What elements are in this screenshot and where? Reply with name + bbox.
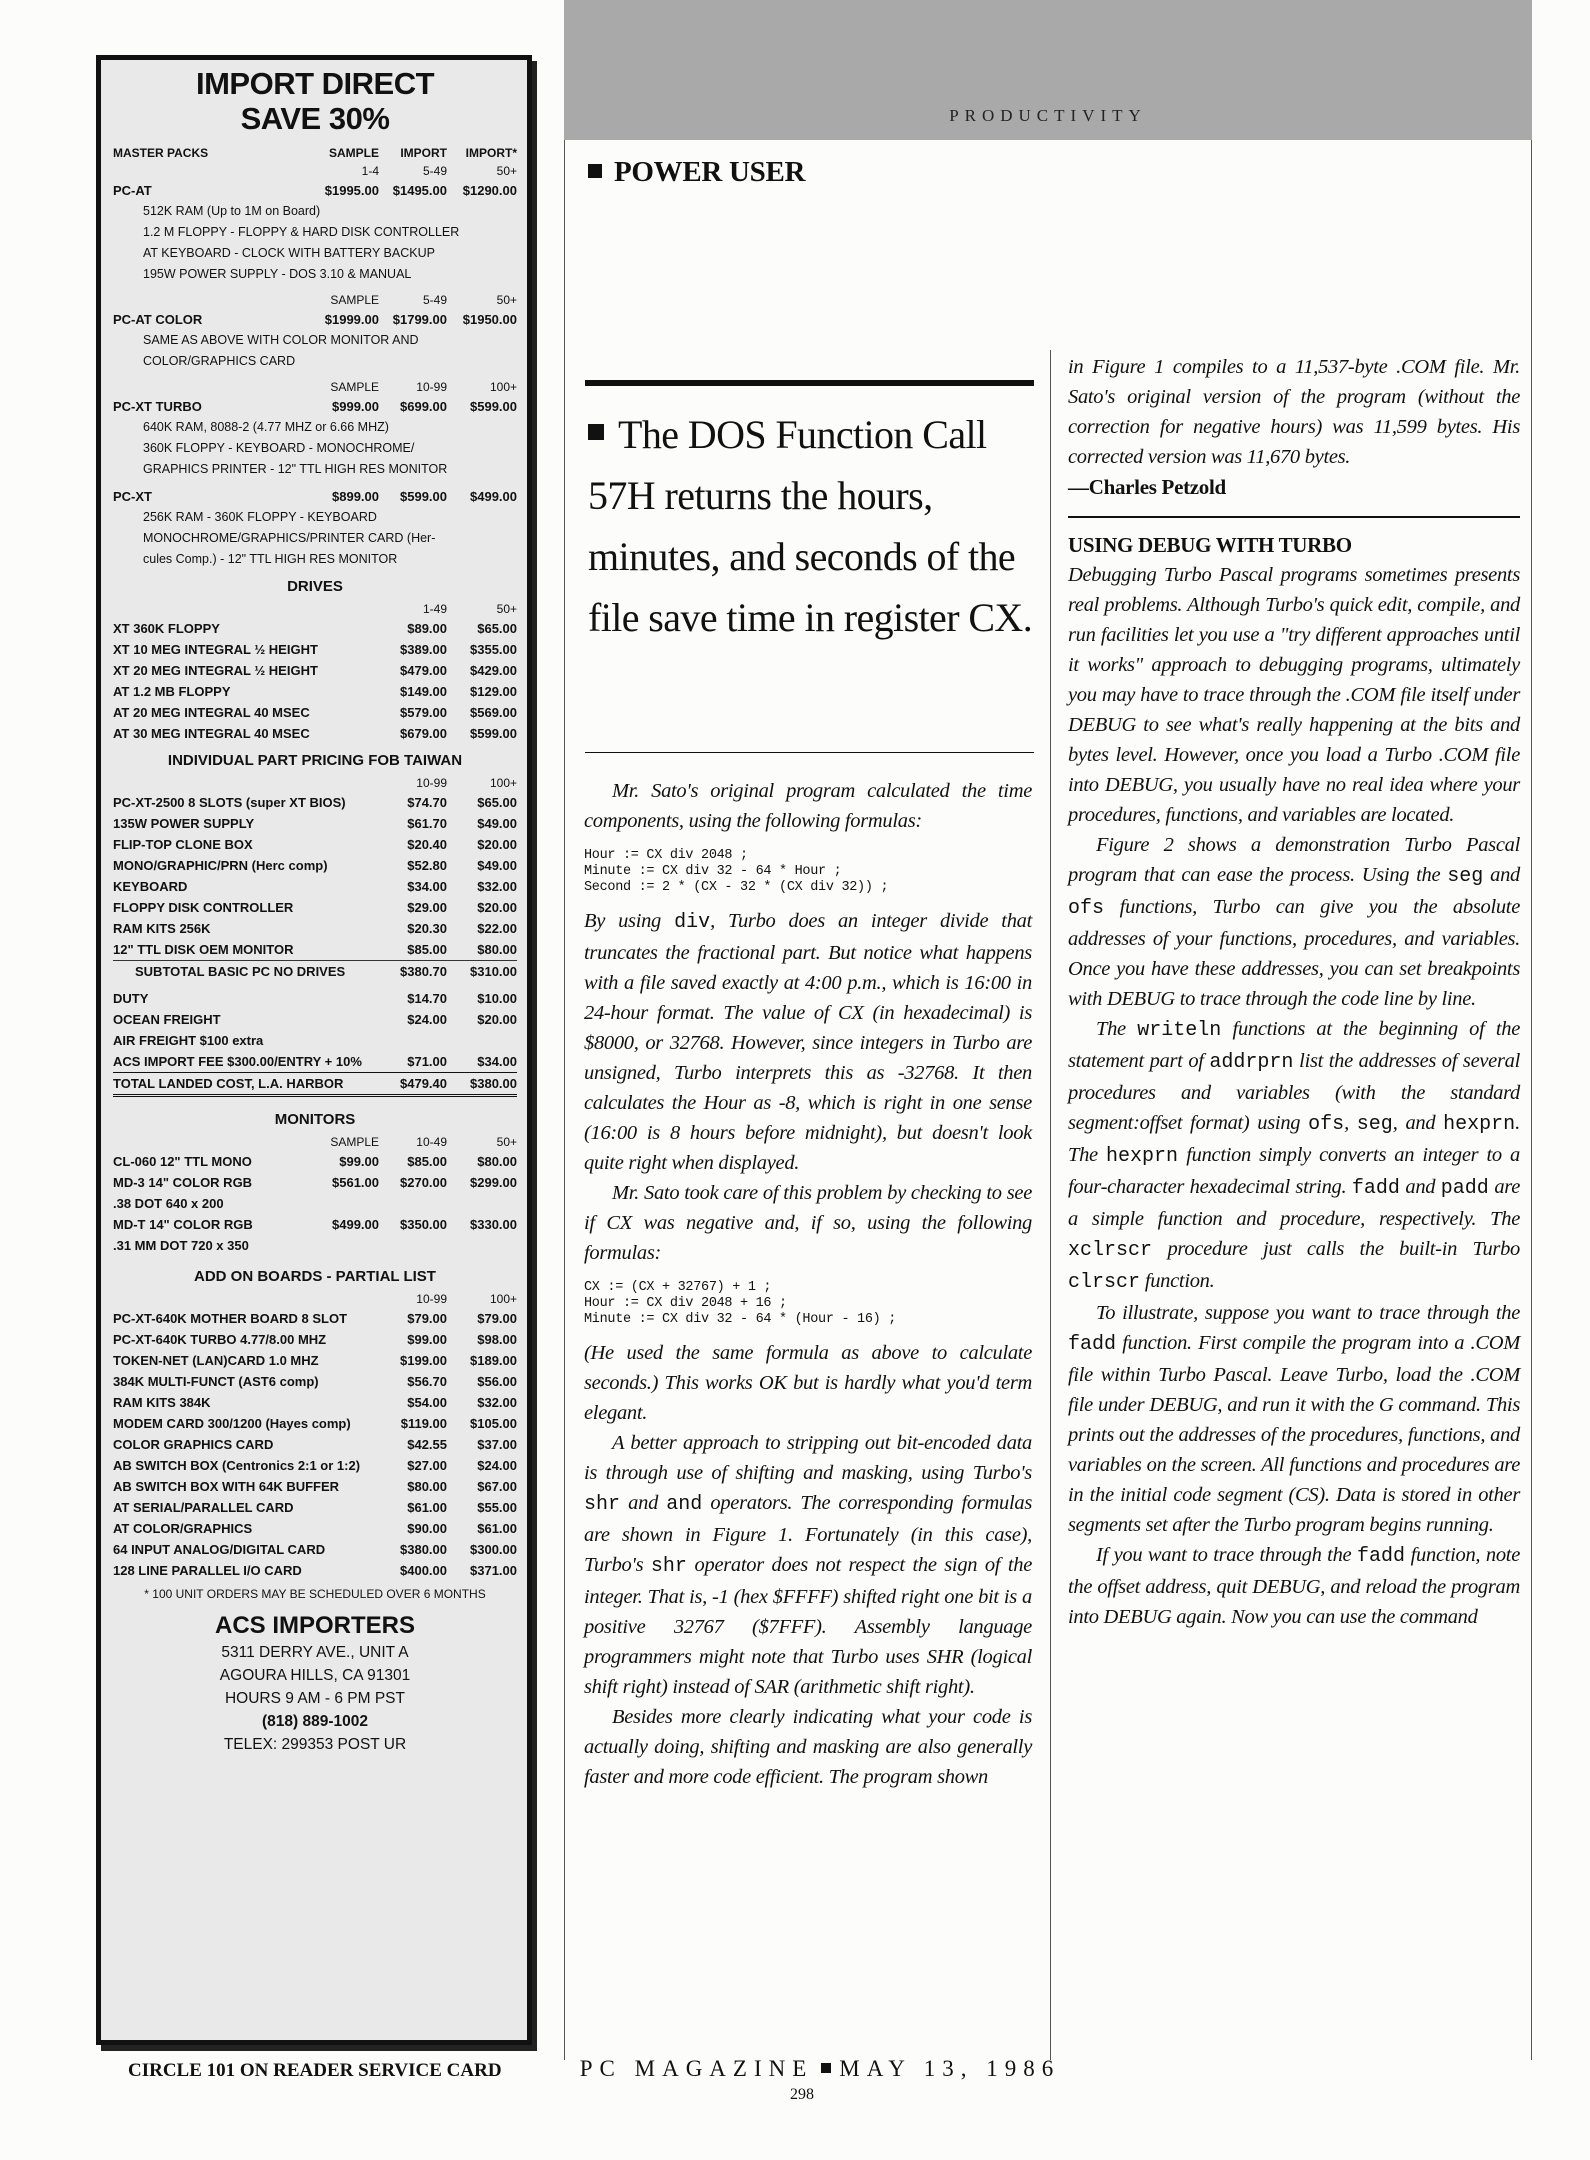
price: $1995.00 xyxy=(324,183,379,198)
price: $429.00 xyxy=(470,663,517,678)
price: $999.00 xyxy=(332,399,379,414)
paragraph: The writeln functions at the beginning of the statement part of addrprn list the addresses of several procedures and variables (with the standard segment:offset format) using ofs, seg, and hexprn. The hexprn function simply converts an integer to a four-character hexadecimal string. fadd and padd are a simple function and procedure, respectively. The xclrscr procedure just calls the built-in Turbo clrscr function. xyxy=(1068,1018,1520,1294)
qty-label: SAMPLE xyxy=(330,1135,379,1149)
system-name: PC-AT xyxy=(113,183,152,198)
company-info xyxy=(113,1611,517,1756)
price xyxy=(379,1193,447,1214)
company-phone: (818) 889-1002 xyxy=(262,1713,368,1730)
item-name: CL-060 12" TTL MONO xyxy=(113,1154,252,1169)
price: $65.00 xyxy=(477,795,517,810)
price-row xyxy=(113,1193,517,1214)
price: $380.00 xyxy=(470,1076,517,1091)
header-c3: IMPORT* xyxy=(465,146,517,160)
code-listing-2: CX := (CX + 32767) + 1 ; Hour := CX div 2048 + 16 ; Minute := CX div 32 - 64 * (Hour - 16) ; xyxy=(584,1280,897,1327)
item-name: PC-XT-2500 8 SLOTS (super XT BIOS) xyxy=(113,795,346,810)
qty-label: 100+ xyxy=(489,380,517,394)
import-direct-advertisement xyxy=(96,55,532,2045)
article-column-2 xyxy=(1068,352,1520,1632)
price-row xyxy=(113,1051,517,1072)
price-row xyxy=(113,988,517,1009)
price: $119.00 xyxy=(400,1416,447,1431)
item-name: PC-XT-640K MOTHER BOARD 8 SLOT xyxy=(113,1311,348,1326)
price: $355.00 xyxy=(470,642,517,657)
item-name: MD-T 14" COLOR RGB xyxy=(113,1217,253,1232)
price: $679.00 xyxy=(400,726,447,741)
item-name: .31 MM DOT 720 x 350 xyxy=(113,1238,249,1253)
qty-label: 10-99 xyxy=(416,776,447,790)
price-row xyxy=(113,792,517,813)
system-desc: COLOR/GRAPHICS CARD xyxy=(143,354,296,368)
price: $34.00 xyxy=(477,1054,517,1069)
price: $74.70 xyxy=(407,795,447,810)
subtotal-row xyxy=(113,960,517,982)
paragraph: By using div, Turbo does an integer divide that truncates the fractional part. But notice what happens with a file saved exactly at 4:00 p.m., which is 16:00 in 24-hour format. The value of CX (in hexadecimal) is $8000, or 32768. However, since integers in Turbo are unsigned, Turbo interprets this as -32768. It then calculates the Hour as -8, which is right in one sense (16:00 is 8 hours before midnight), but doesn't look quite right when displayed. xyxy=(584,910,1032,1174)
price: $52.80 xyxy=(407,858,447,873)
price-row xyxy=(113,1392,517,1413)
system-row xyxy=(113,180,517,201)
price: $20.40 xyxy=(407,837,447,852)
price-row xyxy=(113,1560,517,1581)
price: $56.00 xyxy=(477,1374,517,1389)
item-name: XT 360K FLOPPY xyxy=(113,621,220,636)
item-name: MD-3 14" COLOR RGB xyxy=(113,1175,253,1190)
price: $42.55 xyxy=(407,1437,447,1452)
system-desc: 256K RAM - 360K FLOPPY - KEYBOARD xyxy=(143,510,377,524)
code-listing-1: Hour := CX div 2048 ; Minute := CX div 32 - 64 * Hour ; Second := 2 * (CX - 32 * (CX div 32)) ; xyxy=(584,848,889,895)
item-name: RAM KITS 256K xyxy=(113,921,211,936)
paragraph: Debugging Turbo Pascal programs sometimes presents real problems. Although Turbo's quick edit, compile, and run facilities let you use a "try different approaches until it works" approach to debugging programs, ultimately you may have to trace through the .COM file itself under DEBUG to see what's really happening at the bits and bytes level. However, once you load a Turbo .COM file into DEBUG, you usually have no real idea where your procedures, functions, and variables are located. xyxy=(1068,564,1520,826)
price: $71.00 xyxy=(407,1054,447,1069)
system-name: PC-XT xyxy=(113,489,152,504)
price: $189.00 xyxy=(470,1353,517,1368)
reader-service-note: CIRCLE 101 ON READER SERVICE CARD xyxy=(128,2060,502,2081)
ad-title-line1: IMPORT DIRECT xyxy=(195,66,435,101)
price-row xyxy=(113,834,517,855)
system-desc: cules Comp.) - 12" TTL HIGH RES MONITOR xyxy=(143,552,398,566)
square-bullet-icon xyxy=(821,2063,831,2073)
header-c2: IMPORT xyxy=(400,146,447,160)
section-divider xyxy=(1068,516,1520,518)
qty-c2: 5-49 xyxy=(422,164,447,178)
issue-date: MAY 13, 1986 xyxy=(839,2056,1061,2081)
qty-header xyxy=(113,162,517,180)
price: $569.00 xyxy=(470,705,517,720)
magazine-name: PC MAGAZINE xyxy=(579,2056,814,2081)
price: $1799.00 xyxy=(392,312,447,327)
system-desc: 360K FLOPPY - KEYBOARD - MONOCHROME/ xyxy=(143,441,415,455)
price-row xyxy=(113,1476,517,1497)
price: $20.00 xyxy=(477,837,517,852)
system-row xyxy=(113,309,517,330)
price: $105.00 xyxy=(470,1416,517,1431)
subtotal-label: SUBTOTAL BASIC PC NO DRIVES xyxy=(135,964,346,979)
price: $20.00 xyxy=(477,1012,517,1027)
item-name: MODEM CARD 300/1200 (Hayes comp) xyxy=(113,1416,351,1431)
pull-quote-bottom-rule xyxy=(585,752,1034,753)
price: $270.00 xyxy=(400,1175,447,1190)
price: $499.00 xyxy=(470,489,517,504)
page-number: 298 xyxy=(790,2086,814,2103)
price: $380.00 xyxy=(400,1542,447,1557)
price-row xyxy=(113,813,517,834)
qty-label: 5-49 xyxy=(422,293,447,307)
price: $599.00 xyxy=(470,726,517,741)
price xyxy=(447,1235,517,1256)
paragraph: A better approach to stripping out bit-encoded data is through use of shifting and masking, using Turbo's shr and and operators. The corresponding formulas are shown in Figure 1. Fortunately (in this case), Turbo's shr operator does not respect the sign of the integer. That is, -1 (hex $FFFF) shifted right one bit is a positive 32767 ($7FFF). Assembly language programmers might note that Turbo uses SHR (logical shift right) instead of SAR (arithmetic shift right). xyxy=(584,1432,1032,1698)
price: $61.00 xyxy=(407,1500,447,1515)
monitors-list xyxy=(113,1151,517,1256)
item-name: MONO/GRAPHIC/PRN (Herc comp) xyxy=(113,858,328,873)
price: $1495.00 xyxy=(392,183,447,198)
price: $56.70 xyxy=(407,1374,447,1389)
price-row xyxy=(113,1539,517,1560)
total-row xyxy=(113,1072,517,1097)
price-row xyxy=(113,876,517,897)
price: $55.00 xyxy=(477,1500,517,1515)
price: $67.00 xyxy=(477,1479,517,1494)
price-row xyxy=(113,1151,517,1172)
price xyxy=(447,1030,517,1051)
price-row xyxy=(113,660,517,681)
drives-qty-header xyxy=(113,600,517,618)
price: $34.00 xyxy=(407,879,447,894)
system-desc: 1.2 M FLOPPY - FLOPPY & HARD DISK CONTROLLER xyxy=(143,225,460,239)
price: $99.00 xyxy=(407,1332,447,1347)
qty-label: 100+ xyxy=(489,776,517,790)
price: $65.00 xyxy=(477,621,517,636)
price xyxy=(379,1030,447,1051)
paragraph: Mr. Sato took care of this problem by checking to see if CX was negative and, if so, using the following formulas: xyxy=(584,1182,1032,1264)
boards-heading: ADD ON BOARDS - PARTIAL LIST xyxy=(194,1268,436,1285)
price-row xyxy=(113,1235,517,1256)
company-name: ACS IMPORTERS xyxy=(214,1612,415,1639)
item-name: XT 10 MEG INTEGRAL ½ HEIGHT xyxy=(113,642,318,657)
price: $14.70 xyxy=(407,991,447,1006)
item-name: AB SWITCH BOX (Centronics 2:1 or 1:2) xyxy=(113,1458,361,1473)
price xyxy=(447,1193,517,1214)
system-desc: 512K RAM (Up to 1M on Board) xyxy=(143,204,321,218)
price: $129.00 xyxy=(470,684,517,699)
price: $54.00 xyxy=(407,1395,447,1410)
price: $32.00 xyxy=(477,1395,517,1410)
item-name: OCEAN FREIGHT xyxy=(113,1012,221,1027)
price: $22.00 xyxy=(477,921,517,936)
price: $24.00 xyxy=(407,1012,447,1027)
system-row xyxy=(113,396,517,417)
qty-header xyxy=(113,291,517,309)
price: $85.00 xyxy=(407,1154,447,1169)
price xyxy=(379,1235,447,1256)
qty-label: 10-99 xyxy=(416,1292,447,1306)
price-row xyxy=(113,702,517,723)
item-name: AIR FREIGHT $100 extra xyxy=(113,1033,264,1048)
price-row xyxy=(113,1030,517,1051)
price: $380.70 xyxy=(400,964,447,979)
pull-quote-text: The DOS Function Call 57H returns the hours, minutes, and seconds of the file save time in register CX. xyxy=(588,412,1033,640)
system-desc: 195W POWER SUPPLY - DOS 3.10 & MANUAL xyxy=(143,267,412,281)
price: $98.00 xyxy=(477,1332,517,1347)
header-c1: SAMPLE xyxy=(328,146,379,160)
price: $899.00 xyxy=(332,489,379,504)
price: $10.00 xyxy=(477,991,517,1006)
price-row xyxy=(113,1455,517,1476)
item-name: ACS IMPORT FEE $300.00/ENTRY + 10% xyxy=(113,1054,362,1069)
price-column-header xyxy=(113,144,517,162)
qty-label: 10-99 xyxy=(416,380,447,394)
company-address: 5311 DERRY AVE., UNIT A xyxy=(221,1644,409,1661)
parts-list xyxy=(113,792,517,960)
square-bullet-icon xyxy=(588,424,604,440)
price-row xyxy=(113,939,517,960)
price: $149.00 xyxy=(400,684,447,699)
company-city: AGOURA HILLS, CA 91301 xyxy=(219,1667,411,1684)
qty-label: 100+ xyxy=(489,1292,517,1306)
price: $599.00 xyxy=(470,399,517,414)
price: $49.00 xyxy=(477,816,517,831)
pull-quote-top-rule xyxy=(585,380,1034,386)
column-rule xyxy=(1531,140,1532,2060)
item-name: AT COLOR/GRAPHICS xyxy=(113,1521,253,1536)
header-name: MASTER PACKS xyxy=(113,146,209,160)
price-row xyxy=(113,681,517,702)
item-name: XT 20 MEG INTEGRAL ½ HEIGHT xyxy=(113,663,318,678)
price: $99.00 xyxy=(339,1154,379,1169)
pull-quote xyxy=(588,404,1034,648)
price: $330.00 xyxy=(470,1217,517,1232)
item-name: 12" TTL DISK OEM MONITOR xyxy=(113,942,294,957)
column-rule xyxy=(564,140,565,2060)
price: $389.00 xyxy=(400,642,447,657)
system-desc: SAME AS ABOVE WITH COLOR MONITOR AND xyxy=(143,333,419,347)
qty-c1: 1-4 xyxy=(361,164,379,178)
costs-list xyxy=(113,988,517,1072)
square-bullet-icon xyxy=(588,164,602,178)
column-title xyxy=(588,156,805,189)
price: $79.00 xyxy=(407,1311,447,1326)
price-row xyxy=(113,918,517,939)
qty-label: SAMPLE xyxy=(330,293,379,307)
price: $350.00 xyxy=(400,1217,447,1232)
price: $24.00 xyxy=(477,1458,517,1473)
price: $49.00 xyxy=(477,858,517,873)
schedule-note: * 100 UNIT ORDERS MAY BE SCHEDULED OVER 6 MONTHS xyxy=(144,1587,486,1601)
paragraph: in Figure 1 compiles to a 11,537-byte .COM file. Mr. Sato's original version of the program (without the correction for negative hours) was 11,599 bytes. His corrected version was 11,670 bytes. xyxy=(1068,356,1520,468)
ad-title-line2: SAVE 30% xyxy=(240,101,390,136)
item-name: AT SERIAL/PARALLEL CARD xyxy=(113,1500,294,1515)
qty-header xyxy=(113,378,517,396)
price: $29.00 xyxy=(407,900,447,915)
system-name: PC-AT COLOR xyxy=(113,312,203,327)
price-row xyxy=(113,855,517,876)
price: $1950.00 xyxy=(462,312,517,327)
price-row xyxy=(113,1434,517,1455)
paragraph: Mr. Sato's original program calculated the time components, using the following formulas: xyxy=(584,780,1032,832)
paragraph: To illustrate, suppose you want to trace through the fadd function. First compile the program into a .COM file within Turbo Pascal. Leave Turbo, load the .COM file under DEBUG, and run it with the G command. This prints out the addresses of the procedures, functions, and variables on the screen. All functions and procedures are in the initial code segment (CS). Data is stored in other segments set after the Turbo program begins running. xyxy=(1068,1302,1520,1536)
price: $371.00 xyxy=(470,1563,517,1578)
price-row xyxy=(113,1009,517,1030)
system-desc: 640K RAM, 8088-2 (4.77 MHZ or 6.66 MHZ) xyxy=(143,420,389,434)
price-row xyxy=(113,897,517,918)
price: $20.00 xyxy=(477,900,517,915)
drives-heading: DRIVES xyxy=(287,578,343,595)
item-name: AT 30 MEG INTEGRAL 40 MSEC xyxy=(113,726,310,741)
price: $310.00 xyxy=(470,964,517,979)
paragraph: If you want to trace through the fadd function, note the offset address, quit DEBUG, and reload the program into DEBUG again. Now you can use the command xyxy=(1068,1544,1520,1628)
section-label: PRODUCTIVITY xyxy=(949,106,1147,125)
price: $699.00 xyxy=(400,399,447,414)
price-row xyxy=(113,1214,517,1235)
price-row xyxy=(113,618,517,639)
price: $479.40 xyxy=(400,1076,447,1091)
item-name: TOKEN-NET (LAN)CARD 1.0 MHZ xyxy=(113,1353,319,1368)
parts-qty-header xyxy=(113,774,517,792)
item-name: PC-XT-640K TURBO 4.77/8.00 MHZ xyxy=(113,1332,327,1347)
item-name: 128 LINE PARALLEL I/O CARD xyxy=(113,1563,302,1578)
system-desc: AT KEYBOARD - CLOCK WITH BATTERY BACKUP xyxy=(143,246,435,260)
qty-c3: 50+ xyxy=(496,164,517,178)
item-name: 384K MULTI-FUNCT (AST6 comp) xyxy=(113,1374,319,1389)
price-row xyxy=(113,1518,517,1539)
column-title-text: POWER USER xyxy=(614,156,806,188)
price-row xyxy=(113,1308,517,1329)
item-name: KEYBOARD xyxy=(113,879,188,894)
item-name: .38 DOT 640 x 200 xyxy=(113,1196,224,1211)
price: $561.00 xyxy=(332,1175,379,1190)
qty-label: 50+ xyxy=(496,1135,517,1149)
price: $400.00 xyxy=(400,1563,447,1578)
ad-title xyxy=(113,66,517,136)
system-name: PC-XT TURBO xyxy=(113,399,202,414)
price: $300.00 xyxy=(470,1542,517,1557)
price: $80.00 xyxy=(407,1479,447,1494)
qty-label: 50+ xyxy=(496,293,517,307)
item-name: FLIP-TOP CLONE BOX xyxy=(113,837,253,852)
price: $61.00 xyxy=(477,1521,517,1536)
price: $299.00 xyxy=(470,1175,517,1190)
price: $579.00 xyxy=(400,705,447,720)
price: $85.00 xyxy=(407,942,447,957)
price: $37.00 xyxy=(477,1437,517,1452)
item-name: FLOPPY DISK CONTROLLER xyxy=(113,900,294,915)
price: $80.00 xyxy=(477,1154,517,1169)
company-telex: TELEX: 299353 POST UR xyxy=(223,1736,407,1753)
price: $90.00 xyxy=(407,1521,447,1536)
price: $20.30 xyxy=(407,921,447,936)
boards-list xyxy=(113,1308,517,1581)
qty-label: 10-49 xyxy=(416,1135,447,1149)
monitors-qty-header xyxy=(113,1133,517,1151)
boards-qty-header xyxy=(113,1290,517,1308)
price-row xyxy=(113,1371,517,1392)
price xyxy=(309,1235,379,1256)
price: $27.00 xyxy=(407,1458,447,1473)
price-row xyxy=(113,639,517,660)
system-desc: GRAPHICS PRINTER - 12" TTL HIGH RES MONITOR xyxy=(143,462,448,476)
price-row xyxy=(113,1172,517,1193)
price-row xyxy=(113,1329,517,1350)
price: $61.70 xyxy=(407,816,447,831)
parts-heading: INDIVIDUAL PART PRICING FOB TAIWAN xyxy=(167,752,463,769)
price-row xyxy=(113,723,517,744)
price: $499.00 xyxy=(332,1217,379,1232)
item-name: 64 INPUT ANALOG/DIGITAL CARD xyxy=(113,1542,326,1557)
qty-label: SAMPLE xyxy=(330,380,379,394)
qty-label: 1-49 xyxy=(422,602,447,616)
paragraph: Figure 2 shows a demonstration Turbo Pascal program that can ease the process. Using the seg and ofs functions, Turbo can give you the absolute addresses of your functions, procedures, and variables. Once you have these addresses, you can set breakpoints with DEBUG to trace through the code line by line. xyxy=(1068,834,1520,1010)
price-row xyxy=(113,1413,517,1434)
price: $80.00 xyxy=(477,942,517,957)
price-row xyxy=(113,1350,517,1371)
item-name: AT 1.2 MB FLOPPY xyxy=(113,684,231,699)
price: $1290.00 xyxy=(462,183,517,198)
paragraph: Besides more clearly indicating what your code is actually doing, shifting and masking are also generally faster and more code efficient. The program shown xyxy=(584,1706,1032,1788)
item-name: RAM KITS 384K xyxy=(113,1395,211,1410)
item-name: AT 20 MEG INTEGRAL 40 MSEC xyxy=(113,705,310,720)
paragraph: (He used the same formula as above to calculate seconds.) This works OK but is hardly what you'd term elegant. xyxy=(584,1342,1032,1424)
price: $32.00 xyxy=(477,879,517,894)
price: $79.00 xyxy=(477,1311,517,1326)
item-name: 135W POWER SUPPLY xyxy=(113,816,255,831)
monitors-heading: MONITORS xyxy=(274,1111,356,1128)
price: $89.00 xyxy=(407,621,447,636)
item-name: COLOR GRAPHICS CARD xyxy=(113,1437,274,1452)
page-footer xyxy=(540,2056,1100,2082)
qty-label: 50+ xyxy=(496,602,517,616)
item-name: AB SWITCH BOX WITH 64K BUFFER xyxy=(113,1479,340,1494)
item-name: DUTY xyxy=(113,991,149,1006)
price xyxy=(309,1193,379,1214)
drives-list xyxy=(113,618,517,744)
price: $479.00 xyxy=(400,663,447,678)
company-hours: HOURS 9 AM - 6 PM PST xyxy=(224,1690,405,1707)
column-rule xyxy=(1050,350,1051,2060)
price: $199.00 xyxy=(400,1353,447,1368)
system-row xyxy=(113,486,517,507)
author-byline: —Charles Petzold xyxy=(1068,475,1226,499)
total-label: TOTAL LANDED COST, L.A. HARBOR xyxy=(113,1076,344,1091)
subsection-heading: USING DEBUG WITH TURBO xyxy=(1068,533,1352,557)
system-desc: MONOCHROME/GRAPHICS/PRINTER CARD (Her- xyxy=(143,531,436,545)
article-column-1 xyxy=(584,776,1032,1792)
price: $1999.00 xyxy=(324,312,379,327)
price: $599.00 xyxy=(400,489,447,504)
price-row xyxy=(113,1497,517,1518)
